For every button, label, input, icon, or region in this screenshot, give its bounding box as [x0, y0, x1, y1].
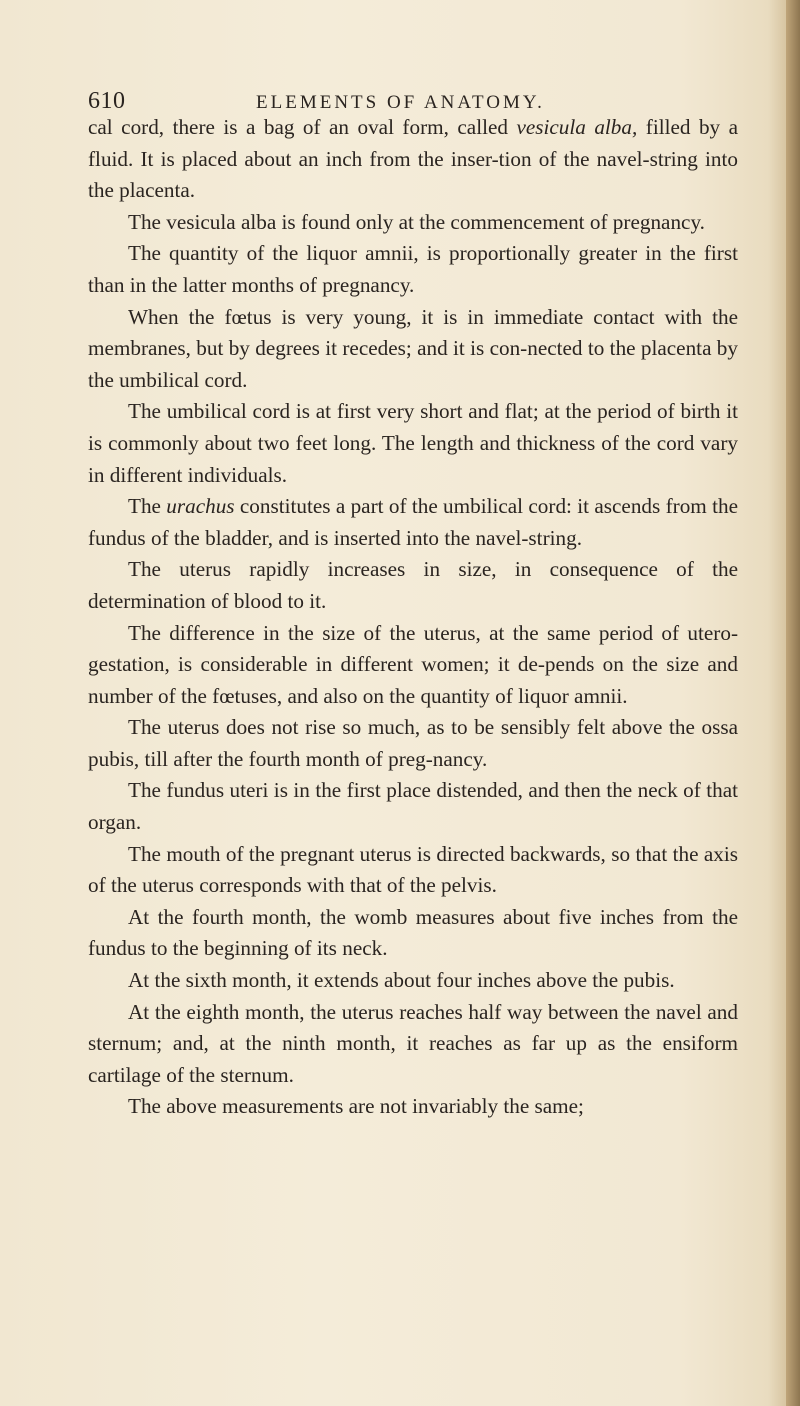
- paragraph-1: [88, 112, 738, 207]
- paragraph-11: The mouth of the pregnant uterus is directed backwards, so that the axis of the uterus corresponds with that of the pelvis.: [88, 841, 738, 898]
- paragraph-9: The uterus does not rise so much, as to be sensibly felt above the ossa pubis, till after the fourth month of preg-nancy.: [88, 715, 738, 771]
- paragraph-6-text-end: constitutes a part of the umbilical cord: it ascends from the fundus of the bladder, and is inserted into the navel-string.: [88, 494, 738, 550]
- paragraph-12: At the fourth month, the womb measures about five inches from the fundus to the beginning of its neck.: [88, 904, 738, 961]
- paragraph-10: The fundus uteri is in the first place distended, and then the neck of that organ.: [88, 778, 738, 835]
- paragraph-5: The umbilical cord is at first very short and flat; at the period of birth it is commonly about two feet long. The length and thickness of the cord vary in different individuals.: [88, 399, 738, 487]
- term-vesicula-alba: vesicula alba,: [516, 115, 638, 139]
- paragraph-1-text-end: filled by a fluid. It is placed about an inch from the inser-tion of the navel-string into the placenta.: [88, 115, 739, 203]
- body-text: [88, 112, 738, 1123]
- paragraph-3: The quantity of the liquor amnii, is proportionally greater in the first than in the latter months of pregnancy.: [88, 241, 738, 297]
- paragraph-7: The uterus rapidly increases in size, in consequence of the determination of blood to it.: [88, 557, 738, 613]
- running-head: ELEMENTS OF ANATOMY.: [256, 92, 545, 113]
- paragraph-4: When the fœtus is very young, it is in immediate contact with the membranes, but by degrees it recedes; and it is con-nected to the placenta by the umbilical cord.: [88, 304, 738, 392]
- paragraph-2: The vesicula alba is found only at the commencement of pregnancy.: [128, 209, 705, 234]
- page-edge: [786, 0, 800, 1406]
- term-urachus: urachus: [166, 494, 235, 519]
- paragraph-15: The above measurements are not invariably the same;: [128, 1094, 584, 1119]
- paragraph-6: [88, 491, 738, 554]
- paragraph-13: At the sixth month, it extends about four inches above the pubis.: [128, 968, 675, 993]
- paragraph-6-text: The: [128, 494, 167, 519]
- paragraph-8: The difference in the size of the uterus, at the same period of utero-gestation, is considerable in different women; it de-pends on the size and number of the fœtuses, and also on the quantity of liquor amnii.: [88, 620, 738, 708]
- paragraph-1-text: cal cord, there is a bag of an oval form, called: [88, 115, 517, 139]
- paragraph-14: At the eighth month, the uterus reaches half way between the navel and sternum; and, at the ninth month, it reaches as far up as the ensiform cartilage of the sternum.: [88, 999, 738, 1087]
- page-number: 610: [88, 88, 126, 114]
